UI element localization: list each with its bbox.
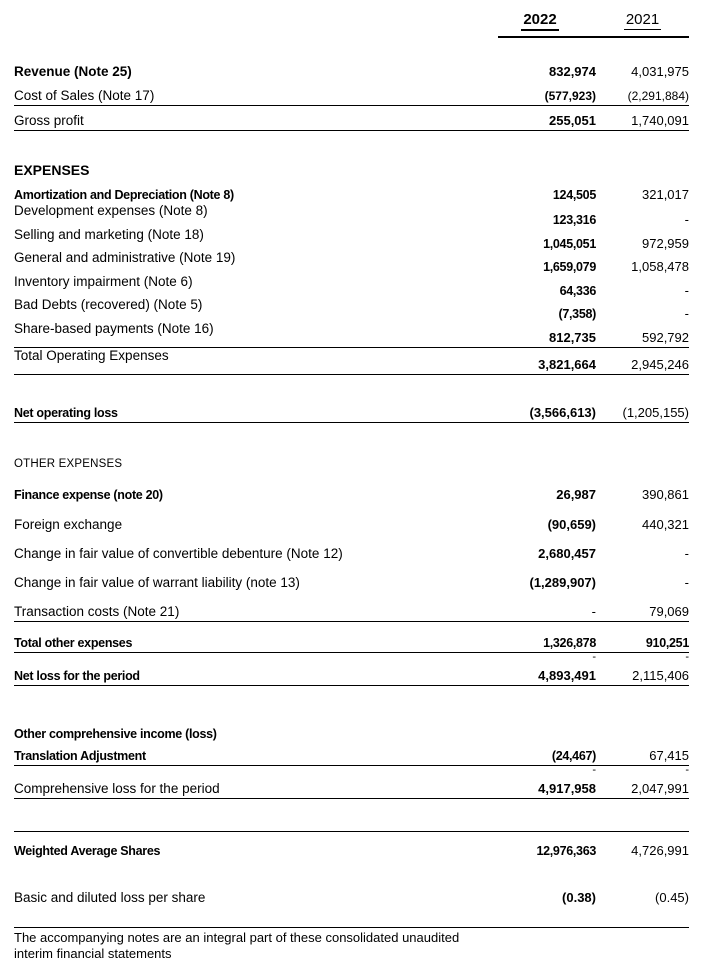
value-2022: 4,893,491 — [538, 667, 596, 683]
value-2021: 1,740,091 — [631, 113, 689, 128]
table-row — [14, 188, 689, 203]
value-2021: 2,945,246 — [631, 356, 689, 372]
value-2021: 2,115,406 — [632, 667, 689, 683]
row-label: Foreign exchange — [14, 516, 123, 532]
value-2022: (3,566,613) — [529, 404, 596, 420]
table-row — [14, 748, 689, 766]
value-2021: 910,251 — [645, 635, 689, 650]
value-2021: 2,047,991 — [631, 780, 689, 796]
value-2021: - — [684, 282, 689, 298]
value-2022: 26,987 — [556, 486, 596, 502]
value-2021: (0.45) — [655, 889, 689, 905]
section-header — [14, 162, 689, 178]
value-2022: 1,045,051 — [543, 236, 596, 251]
value-2021: 592,792 — [642, 329, 689, 345]
row-label: Basic and diluted loss per share — [14, 889, 206, 905]
table-row — [14, 113, 689, 131]
value-2021: - — [685, 650, 689, 663]
column-headers — [14, 4, 689, 28]
divider-rule — [14, 831, 689, 832]
table-row — [14, 88, 689, 106]
row-label: Weighted Average Shares — [14, 843, 161, 858]
value-2022: (24,467) — [551, 748, 596, 763]
table-row — [14, 297, 689, 321]
value-2022: 1,659,079 — [543, 260, 596, 274]
row-label: Gross profit — [14, 113, 84, 128]
row-label: Cost of Sales (Note 17) — [14, 88, 155, 103]
value-2021: 390,861 — [642, 486, 689, 502]
value-2021: - — [684, 212, 689, 227]
value-2021: 67,415 — [649, 747, 689, 763]
value-2022: 64,336 — [559, 283, 596, 298]
row-label: Translation Adjustment — [14, 748, 146, 763]
value-2022: 255,051 — [549, 113, 596, 128]
row-label: Total other expenses — [14, 635, 133, 650]
value-2022: - — [592, 650, 596, 663]
row-label: Development expenses (Note 8) — [14, 203, 208, 218]
value-2021: - — [684, 574, 689, 590]
value-2022: 123,316 — [552, 213, 596, 227]
row-label: Inventory impairment (Note 6) — [14, 273, 193, 289]
table-row — [14, 890, 689, 905]
table-row — [14, 321, 689, 348]
value-2021: 440,321 — [642, 516, 689, 532]
table-row — [14, 575, 689, 590]
value-2022: 124,505 — [552, 188, 596, 202]
table-row — [14, 227, 689, 251]
table-row — [14, 250, 689, 274]
dash-row — [14, 650, 689, 668]
table-row — [14, 64, 689, 79]
value-2022: (7,358) — [558, 307, 596, 321]
row-label: General and administrative (Note 19) — [14, 250, 236, 265]
footnote-line-2: interim financial statements — [14, 945, 172, 961]
table-row — [14, 668, 689, 686]
value-2021: (1,205,155) — [622, 404, 689, 420]
row-label: Change in fair value of convertible debenture (Note 12) — [14, 545, 343, 561]
value-2022: (1,289,907) — [529, 574, 596, 590]
row-label: EXPENSES — [14, 162, 90, 178]
table-row — [14, 405, 689, 423]
section-header — [14, 726, 689, 741]
row-label: Share-based payments (Note 16) — [14, 320, 214, 336]
row-label: Change in fair value of warrant liability (note 13) — [14, 574, 300, 590]
value-2022: 832,974 — [549, 64, 596, 79]
column-header-2022-cell — [484, 12, 596, 28]
value-2021: 321,017 — [642, 187, 689, 202]
table-row — [14, 203, 689, 227]
row-label: Net operating loss — [14, 405, 118, 420]
value-2021: 1,058,478 — [631, 259, 689, 274]
value-2022: (90,659) — [547, 516, 596, 532]
value-2022: (577,923) — [544, 89, 596, 103]
table-row — [14, 348, 689, 375]
row-label: Comprehensive loss for the period — [14, 780, 220, 796]
row-label: Net loss for the period — [14, 668, 140, 683]
value-2022: 3,821,664 — [538, 356, 596, 372]
header-rule-row — [14, 36, 689, 51]
value-2021: 4,726,991 — [631, 842, 689, 858]
value-2022: 2,680,457 — [538, 545, 596, 561]
table-row — [14, 843, 689, 858]
value-2021: 4,031,975 — [631, 64, 689, 79]
footnote — [14, 930, 484, 962]
header-rule — [498, 36, 689, 38]
row-label: Other comprehensive income (loss) — [14, 726, 217, 741]
row-label: Selling and marketing (Note 18) — [14, 226, 204, 242]
column-header-2021-cell — [596, 12, 689, 28]
table-row — [14, 635, 689, 653]
dash-row — [14, 763, 689, 781]
value-2022: 1,326,878 — [543, 635, 596, 650]
value-2022: 4,917,958 — [538, 780, 596, 796]
value-2021: - — [685, 763, 689, 776]
value-2021: 79,069 — [649, 603, 689, 619]
value-2022: - — [592, 763, 596, 776]
table-row — [14, 274, 689, 298]
footnote-rule — [14, 927, 689, 928]
column-header-2022: 2022 — [521, 11, 558, 31]
value-2021: (2,291,884) — [627, 89, 689, 103]
value-2021: - — [684, 306, 689, 321]
value-2022: 812,735 — [549, 329, 596, 345]
value-2021: 972,959 — [642, 235, 689, 251]
column-header-2021: 2021 — [625, 11, 660, 28]
table-row — [14, 487, 689, 502]
footnote-line-1: The accompanying notes are an integral part of these consolidated unaudited — [14, 929, 460, 945]
row-label: Finance expense (note 20) — [14, 487, 163, 502]
section-header — [14, 456, 689, 471]
statement-rows — [14, 64, 689, 905]
value-2021: - — [684, 545, 689, 561]
row-label: Total Operating Expenses — [14, 347, 169, 363]
table-row — [14, 546, 689, 561]
value-2022: 12,976,363 — [536, 843, 596, 858]
row-label: Transaction costs (Note 21) — [14, 603, 180, 619]
table-row — [14, 604, 689, 622]
row-label: Revenue (Note 25) — [14, 64, 132, 79]
row-label: Amortization and Depreciation (Note 8) — [14, 188, 234, 202]
row-label: Bad Debts (recovered) (Note 5) — [14, 297, 203, 312]
value-2022: - — [591, 603, 596, 619]
table-row — [14, 517, 689, 532]
row-label: OTHER EXPENSES — [14, 457, 123, 470]
table-row — [14, 781, 689, 799]
value-2022: (0.38) — [562, 889, 596, 905]
